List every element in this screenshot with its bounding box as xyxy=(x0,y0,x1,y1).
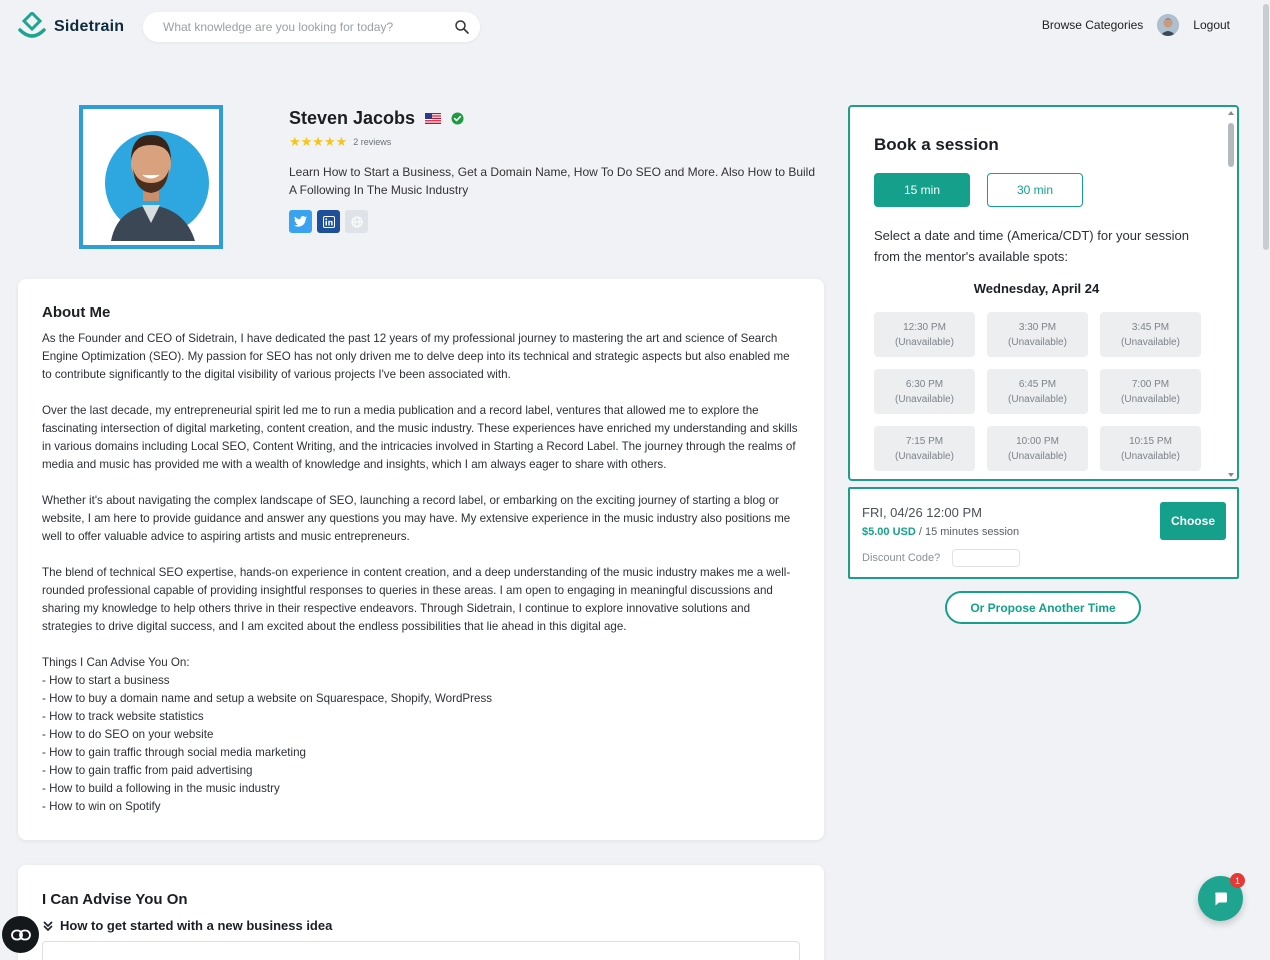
slot-status: (Unavailable) xyxy=(895,393,954,405)
duration-15-button[interactable]: 15 min xyxy=(874,173,970,207)
advise-list-item: - How to do SEO on your website xyxy=(42,728,214,741)
duration-30-button[interactable]: 30 min xyxy=(987,173,1083,207)
profile-photo xyxy=(79,105,223,249)
advise-list-item: - How to gain traffic through social media marketing xyxy=(42,746,306,759)
discount-code-input[interactable] xyxy=(952,549,1020,567)
slot-time: 10:15 PM xyxy=(1129,435,1172,447)
about-paragraph: The blend of technical SEO expertise, hands-on experience in content creation, and a deep understanding of the music industry makes me a well-rounded professional capable of providing insightful responses to queries in these areas. I am open to engaging in meaningful discussions and sharing my knowledge to help others thrive in their respective endeavors. Through Sidetrain, I continue to explore innovative solutions and strategies to drive digital success, and I am excited about the endless possibilities that lie ahead in this digital age. xyxy=(42,566,791,633)
brand-name: Sidetrain xyxy=(54,18,125,35)
price-amount: $5.00 USD xyxy=(862,526,916,538)
booking-scrollbar[interactable] xyxy=(1227,111,1235,477)
advise-list-title: Things I Can Advise You On: xyxy=(42,656,190,669)
sidetrain-logo[interactable] xyxy=(18,12,124,42)
choose-button[interactable]: Choose xyxy=(1160,502,1226,540)
user-avatar-icon xyxy=(1157,14,1179,36)
mentor-name: Steven Jacobs xyxy=(289,108,416,128)
advise-section-title: I Can Advise You On xyxy=(42,891,188,908)
browse-categories-link[interactable]: Browse Categories xyxy=(1041,18,1144,32)
time-slot xyxy=(874,312,975,357)
top-nav xyxy=(0,0,1262,56)
slot-time: 6:45 PM xyxy=(1018,378,1057,390)
rating-stars: ★★★★★ xyxy=(289,134,348,149)
booking-scroll-thumb[interactable] xyxy=(1228,123,1234,167)
advise-list xyxy=(42,672,800,816)
logout-link[interactable]: Logout xyxy=(1193,18,1230,32)
slot-time: 10:00 PM xyxy=(1016,435,1059,447)
rating-row xyxy=(289,135,391,148)
session-length: / 15 minutes session xyxy=(915,526,1020,538)
time-slot xyxy=(987,426,1088,471)
booking-date: Wednesday, April 24 xyxy=(973,281,1100,296)
slot-status: (Unavailable) xyxy=(895,450,954,462)
scroll-down-arrow-icon[interactable] xyxy=(1228,473,1234,477)
chat-notification-badge: 1 xyxy=(1230,873,1245,888)
about-paragraph: Whether it's about navigating the complex landscape of SEO, launching a record label, or embarking on the exciting journey of starting a blog or website, I am here to provide guidance and answer any questions you may have. My extensive experience in the music industry also positions me well to offer valuable advice to aspiring artists and music entrepreneurs. xyxy=(42,494,791,543)
link-icon xyxy=(11,929,31,941)
advise-list-item: - How to start a business xyxy=(42,674,170,687)
profile-name-row xyxy=(289,108,464,129)
advise-topic-toggle[interactable] xyxy=(42,918,800,933)
about-title: About Me xyxy=(42,304,111,321)
globe-icon xyxy=(351,216,363,228)
time-slot xyxy=(987,312,1088,357)
social-links xyxy=(289,210,368,233)
nav-right xyxy=(1042,14,1230,36)
accessibility-toggle-button[interactable] xyxy=(2,916,39,953)
about-card xyxy=(18,279,824,840)
website-link[interactable] xyxy=(345,210,368,233)
advise-list-item: - How to track website statistics xyxy=(42,710,204,723)
page-scrollbar[interactable] xyxy=(1262,0,1270,960)
user-avatar[interactable] xyxy=(1157,14,1179,36)
time-slot xyxy=(1100,312,1201,357)
linkedin-icon xyxy=(323,216,335,228)
booking-title: Book a session xyxy=(874,135,999,154)
slot-status: (Unavailable) xyxy=(1121,450,1180,462)
about-paragraph: As the Founder and CEO of Sidetrain, I have dedicated the past 12 years of my professional journey to mastering the art and science of Search Engine Optimization (SEO). My passion for SEO has not only driven me to delve deep into its technical and strategic aspects but also enabled me to contribute significantly to the digital visibility of various projects I've been associated with. xyxy=(42,332,790,381)
scroll-up-arrow-icon[interactable] xyxy=(1228,111,1234,115)
advise-topic-label: How to get started with a new business idea xyxy=(60,918,333,933)
linkedin-link[interactable] xyxy=(317,210,340,233)
propose-another-time-button[interactable]: Or Propose Another Time xyxy=(945,591,1141,624)
time-slot xyxy=(874,369,975,414)
time-slot xyxy=(874,426,975,471)
time-slot xyxy=(1100,426,1201,471)
time-slot-grid xyxy=(874,312,1201,471)
booking-description: Select a date and time (America/CDT) for your session from the mentor's available spots: xyxy=(874,228,1190,264)
advise-list-item: - How to buy a domain name and setup a website on Squarespace, Shopify, WordPress xyxy=(42,692,493,705)
session-summary xyxy=(848,487,1239,579)
slot-status: (Unavailable) xyxy=(1008,336,1067,348)
time-slot xyxy=(987,369,1088,414)
chat-bubble-icon xyxy=(1213,891,1229,907)
selected-datetime: FRI, 04/26 12:00 PM xyxy=(862,505,982,520)
slot-status: (Unavailable) xyxy=(1008,393,1067,405)
slot-time: 3:45 PM xyxy=(1131,321,1170,333)
advise-list-item: - How to gain traffic from paid advertising xyxy=(42,764,253,777)
twitter-icon xyxy=(294,216,307,227)
verified-badge-icon xyxy=(451,112,464,125)
advise-card xyxy=(18,865,824,960)
search-bar xyxy=(143,12,480,42)
slot-status: (Unavailable) xyxy=(1121,336,1180,348)
search-icon[interactable] xyxy=(454,19,470,35)
time-slot xyxy=(1100,369,1201,414)
profile-portrait-icon xyxy=(87,113,215,241)
reviews-count[interactable]: 2 reviews xyxy=(353,136,392,147)
session-price xyxy=(862,526,1019,538)
search-input[interactable] xyxy=(143,20,443,34)
mentor-tagline: Learn How to Start a Business, Get a Domain Name, How To Do SEO and More. Also How to Build A Following In The Music Industry xyxy=(289,165,816,197)
double-chevron-down-icon xyxy=(42,920,54,932)
slot-time: 7:00 PM xyxy=(1131,378,1170,390)
discount-row xyxy=(862,549,1020,567)
slot-status: (Unavailable) xyxy=(1008,450,1067,462)
page-scroll-thumb[interactable] xyxy=(1263,4,1269,250)
slot-time: 3:30 PM xyxy=(1018,321,1057,333)
booking-card xyxy=(848,105,1239,481)
advise-list-item: - How to win on Spotify xyxy=(42,800,161,813)
slot-status: (Unavailable) xyxy=(895,336,954,348)
slot-time: 6:30 PM xyxy=(905,378,944,390)
advise-topic-panel xyxy=(42,941,800,960)
sidetrain-logo-icon xyxy=(18,12,46,42)
twitter-link[interactable] xyxy=(289,210,312,233)
slot-time: 7:15 PM xyxy=(905,435,944,447)
slot-time: 12:30 PM xyxy=(903,321,946,333)
discount-label: Discount Code? xyxy=(862,552,941,564)
slot-status: (Unavailable) xyxy=(1121,393,1180,405)
advise-list-item: - How to build a following in the music industry xyxy=(42,782,280,795)
about-paragraph: Over the last decade, my entrepreneurial spirit led me to run a media publication and a record label, ventures that allowed me to explore the fascinating intersection of digital marketing, content creation, and the music industry. These experiences have enriched my understanding and skills in various domains including Local SEO, Content Writing, and the intricacies involved in Starting a Record Label. The journey through the realms of media and music has provided me with a wealth of knowledge and insights, which I am always eager to share with others. xyxy=(42,404,798,471)
us-flag-icon xyxy=(425,113,441,124)
